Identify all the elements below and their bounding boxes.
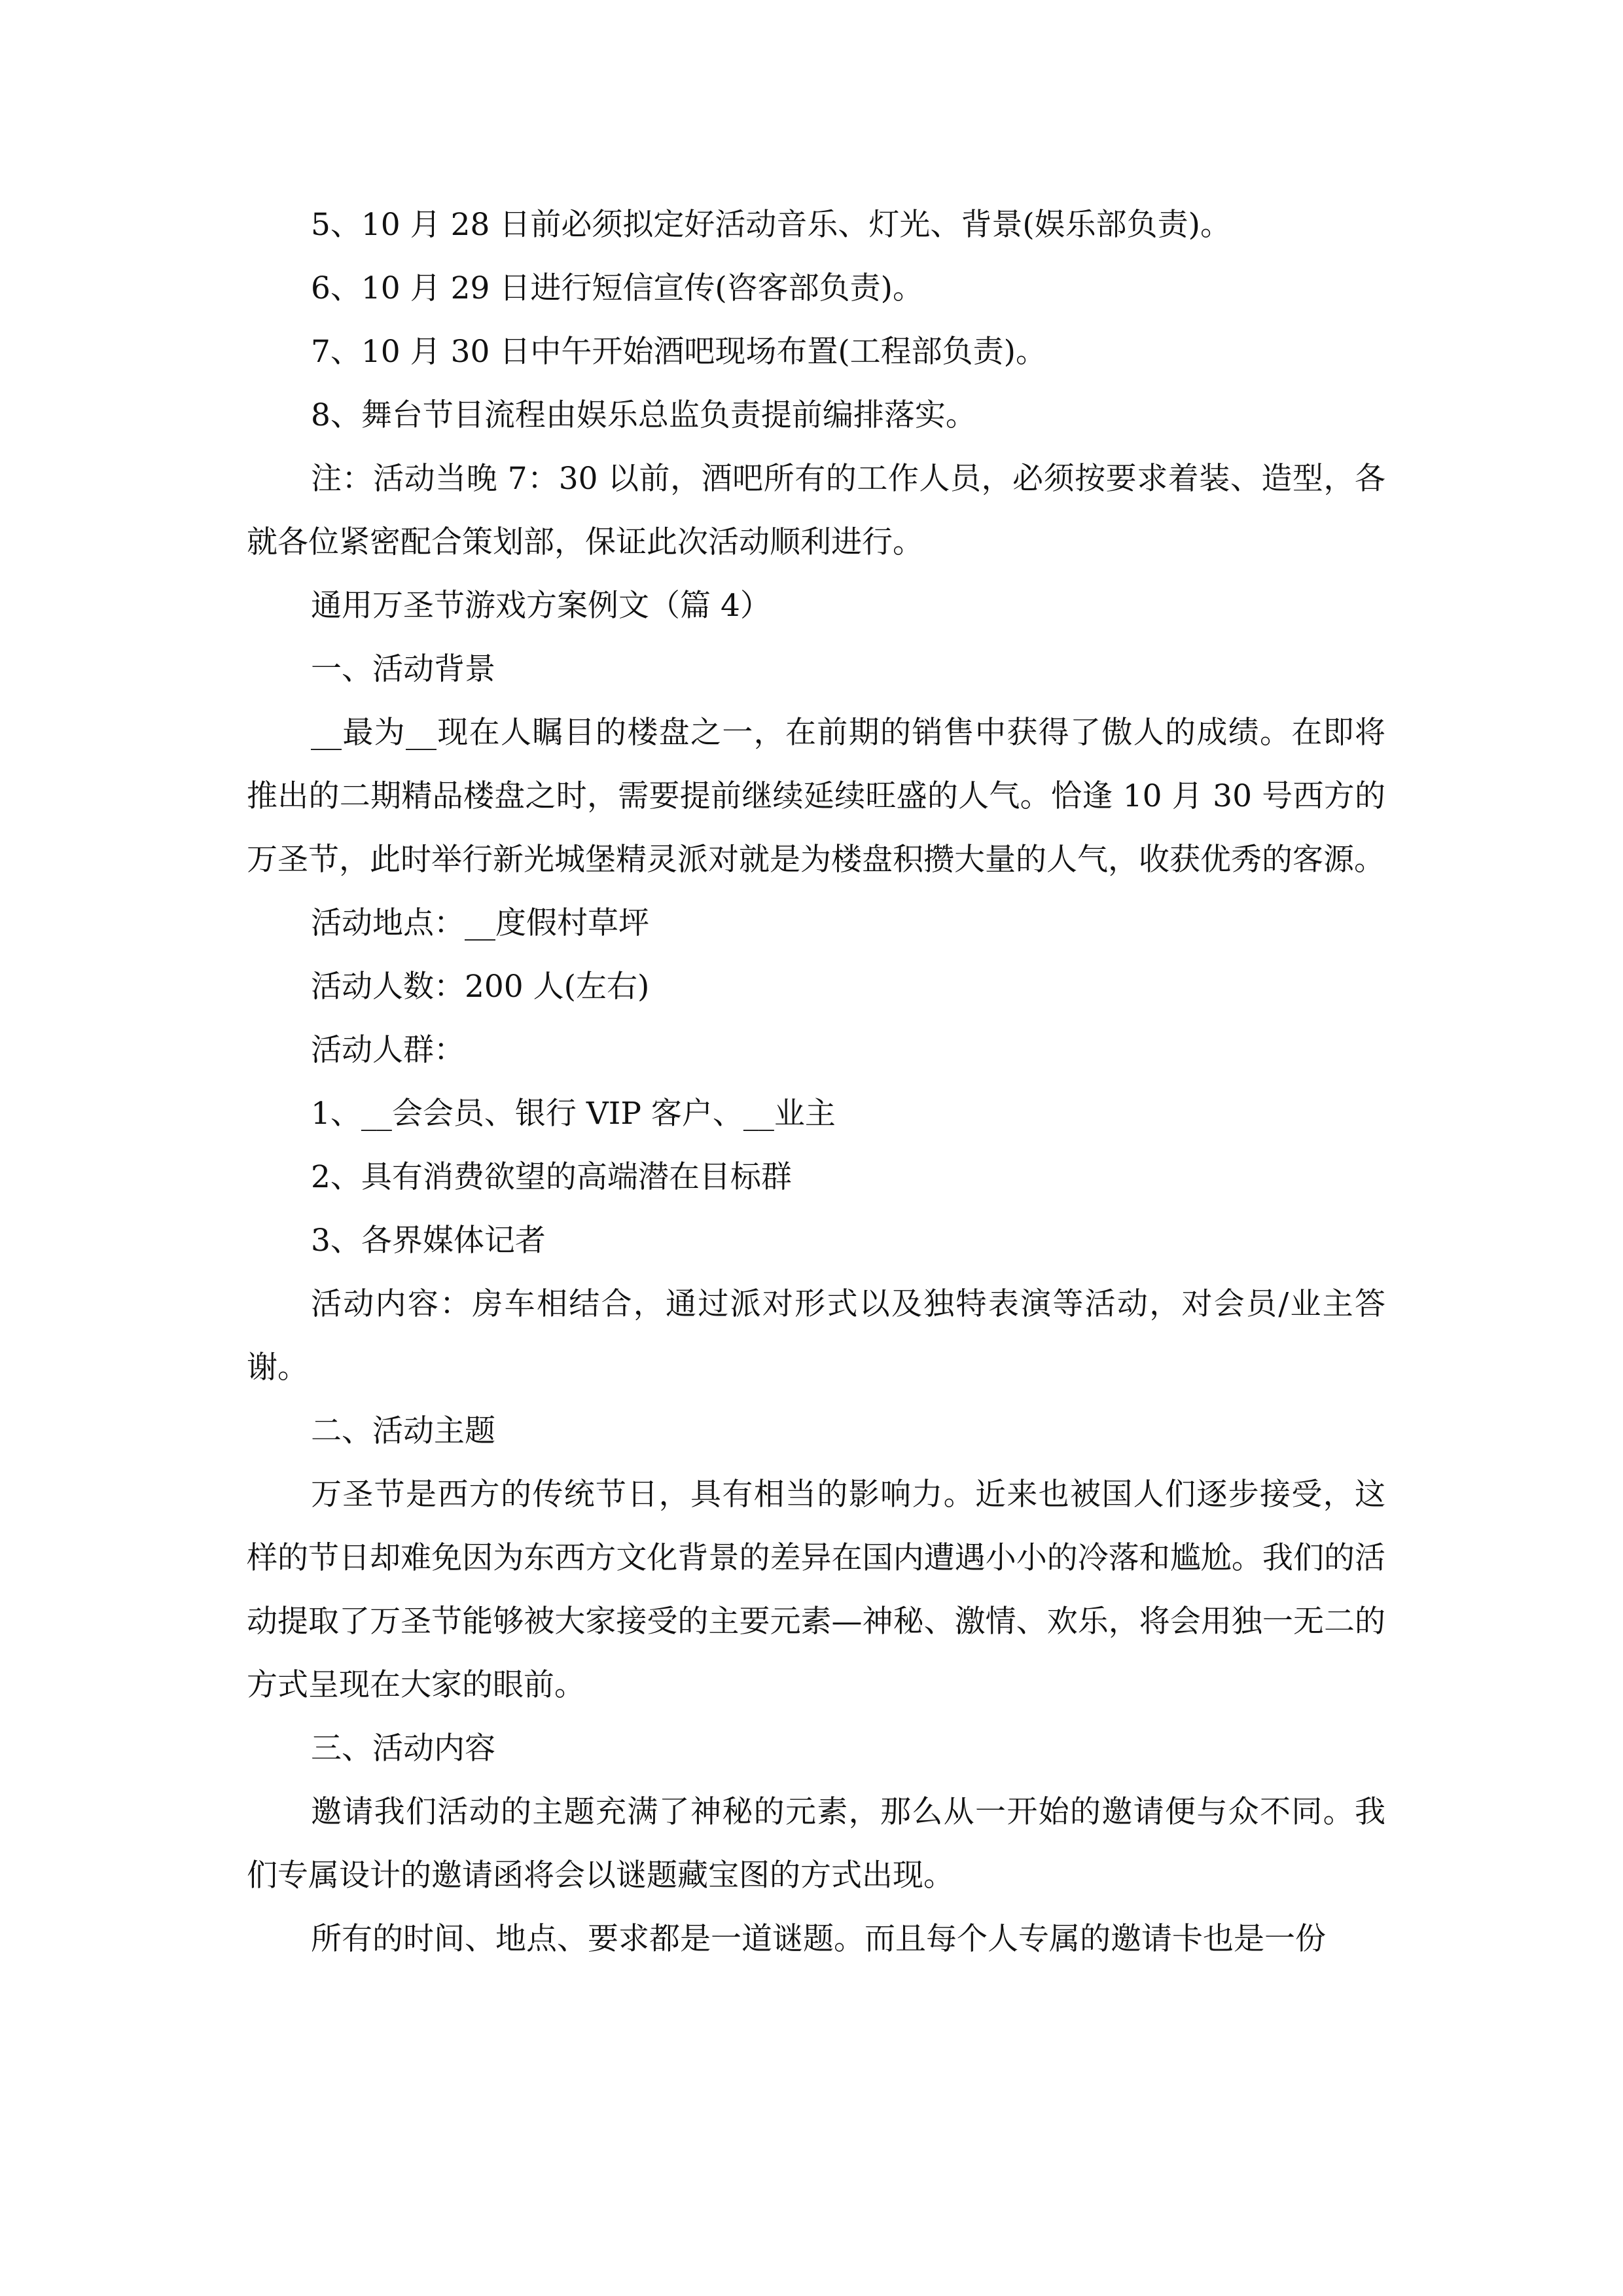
audience-item-media: 3、各界媒体记者: [311, 1223, 546, 1259]
paragraph-background: __最为__现在人瞩目的楼盘之一，在前期的销售中获得了傲人的成绩。在即将推出的二期精品楼盘之时，需要提前继续延续旺盛的人气。恰逢 10 月 30 号西方的万圣节，此时举行新光城堡精灵派对就是为楼盘积攒大量的人气，收获优秀的客源。: [247, 715, 1385, 878]
heading-activity-content: 三、活动内容: [311, 1731, 495, 1767]
document-body: [247, 193, 1385, 1971]
audience-item-prospects: 2、具有消费欲望的高端潜在目标群: [311, 1159, 792, 1195]
activity-headcount: 活动人数：200 人(左右): [311, 969, 650, 1005]
paragraph-invitation: 邀请我们活动的主题充满了神秘的元素，那么从一开始的邀请便与众不同。我们专属设计的邀请函将会以谜题藏宝图的方式出现。: [247, 1794, 1385, 1893]
activity-content-summary: 活动内容：房车相结合，通过派对形式以及独特表演等活动，对会员/业主答谢。: [247, 1286, 1385, 1386]
heading-activity-theme: 二、活动主题: [311, 1413, 495, 1449]
heading-activity-background: 一、活动背景: [311, 651, 495, 687]
activity-audience-label: 活动人群：: [311, 1032, 465, 1068]
section-title-chapter-4: 通用万圣节游戏方案例文（篇 4）: [311, 588, 771, 624]
paragraph-riddle: 所有的时间、地点、要求都是一道谜题。而且每个人专属的邀请卡也是一份: [311, 1921, 1326, 1957]
paragraph-theme: 万圣节是西方的传统节日，具有相当的影响力。近来也被国人们逐步接受，这样的节日却难免因为东西方文化背景的差异在国内遭遇小小的冷落和尴尬。我们的活动提取了万圣节能够被大家接受的主要元素—神秘、激情、欢乐，将会用独一无二的方式呈现在大家的眼前。: [247, 1477, 1385, 1703]
list-item-sms-promotion: 6、10 月 29 日进行短信宣传(咨客部负责)。: [311, 270, 924, 306]
note-paragraph: 注：活动当晚 7：30 以前，酒吧所有的工作人员，必须按要求着装、造型，各就各位紧密配合策划部，保证此次活动顺利进行。: [247, 461, 1385, 560]
list-item-prep-music: 5、10 月 28 日前必须拟定好活动音乐、灯光、背景(娱乐部负责)。: [311, 207, 1232, 243]
audience-item-members: 1、__会会员、银行 VIP 客户、__业主: [311, 1096, 836, 1132]
activity-location: 活动地点：__度假村草坪: [311, 905, 649, 941]
list-item-venue-setup: 7、10 月 30 日中午开始酒吧现场布置(工程部负责)。: [311, 334, 1047, 370]
list-item-stage-program: 8、舞台节目流程由娱乐总监负责提前编排落实。: [311, 397, 976, 433]
